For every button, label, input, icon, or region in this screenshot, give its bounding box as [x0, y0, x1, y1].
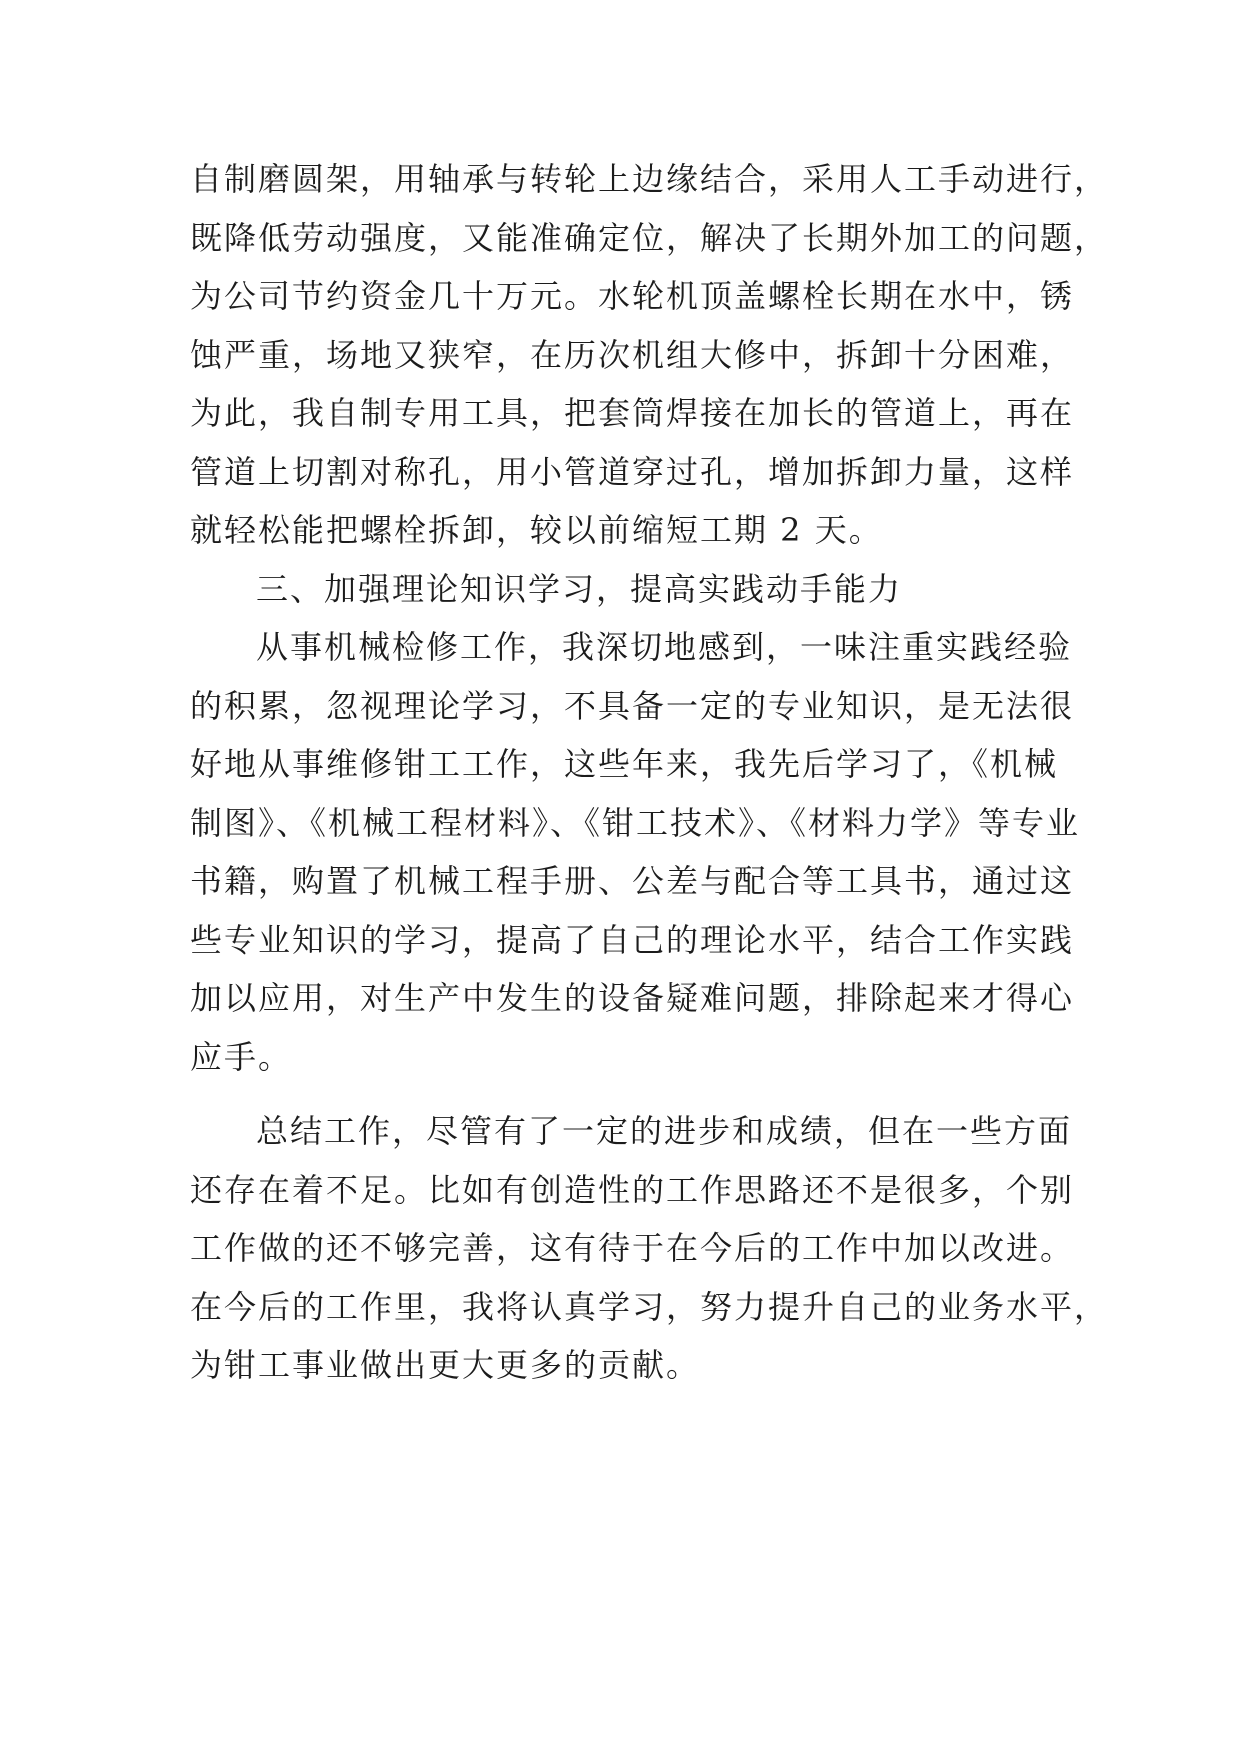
- text-line: 从事机械检修工作，我深切地感到，一味注重实践经验: [256, 628, 1073, 666]
- text-line: 为此，我自制专用工具，把套筒焊接在加长的管道上，再在: [190, 394, 1075, 432]
- text-line: 加以应用，对生产中发生的设备疑难问题，排除起来才得心: [190, 979, 1075, 1017]
- text-line: 工作做的还不够完善，这有待于在今后的工作中加以改进。: [190, 1229, 1075, 1267]
- text-line: 在今后的工作里，我将认真学习，努力提升自己的业务水平，: [190, 1287, 1109, 1326]
- text-line: 既降低劳动强度，又能准确定位，解决了长期外加工的问题，: [190, 218, 1109, 257]
- text-line: 蚀严重，场地又狭窄，在历次机组大修中，拆卸十分困难，: [190, 335, 1075, 374]
- paragraph-gap: [190, 1086, 1070, 1102]
- text-line: 好地从事维修钳工工作，这些年来，我先后学习了，《机械: [190, 745, 1059, 783]
- text-line: 应手。: [190, 1037, 293, 1076]
- text-line: 管道上切割对称孔，用小管道穿过孔，增加拆卸力量，这样: [190, 452, 1075, 491]
- document-body: [190, 150, 1109, 1395]
- text-line: 总结工作，尽管有了一定的进步和成绩，但在一些方面: [256, 1112, 1073, 1150]
- text-line: 书籍，购置了机械工程手册、公差与配合等工具书，通过这: [190, 862, 1075, 900]
- text-line: 自制磨圆架，用轴承与转轮上边缘结合，采用人工手动进行，: [190, 160, 1109, 198]
- text-line: 制图》、《机械工程材料》、《钳工技术》、《材料力学》等专业: [190, 803, 1081, 842]
- text-line: 为公司节约资金几十万元。水轮机顶盖螺栓长期在水中，锈: [190, 277, 1075, 315]
- text-line: 就轻松能把螺栓拆卸，较以前缩短工期 2 天。: [190, 511, 883, 549]
- text-line: 的积累，忽视理论学习，不具备一定的专业知识，是无法很: [190, 686, 1075, 725]
- text-line: 还存在着不足。比如有创造性的工作思路还不是很多，个别: [190, 1170, 1075, 1209]
- text-line: 为钳工事业做出更大更多的贡献。: [190, 1346, 701, 1384]
- section-heading: 三、加强理论知识学习，提高实践动手能力: [256, 569, 903, 608]
- text-line: 些专业知识的学习，提高了自己的理论水平，结合工作实践: [190, 920, 1075, 959]
